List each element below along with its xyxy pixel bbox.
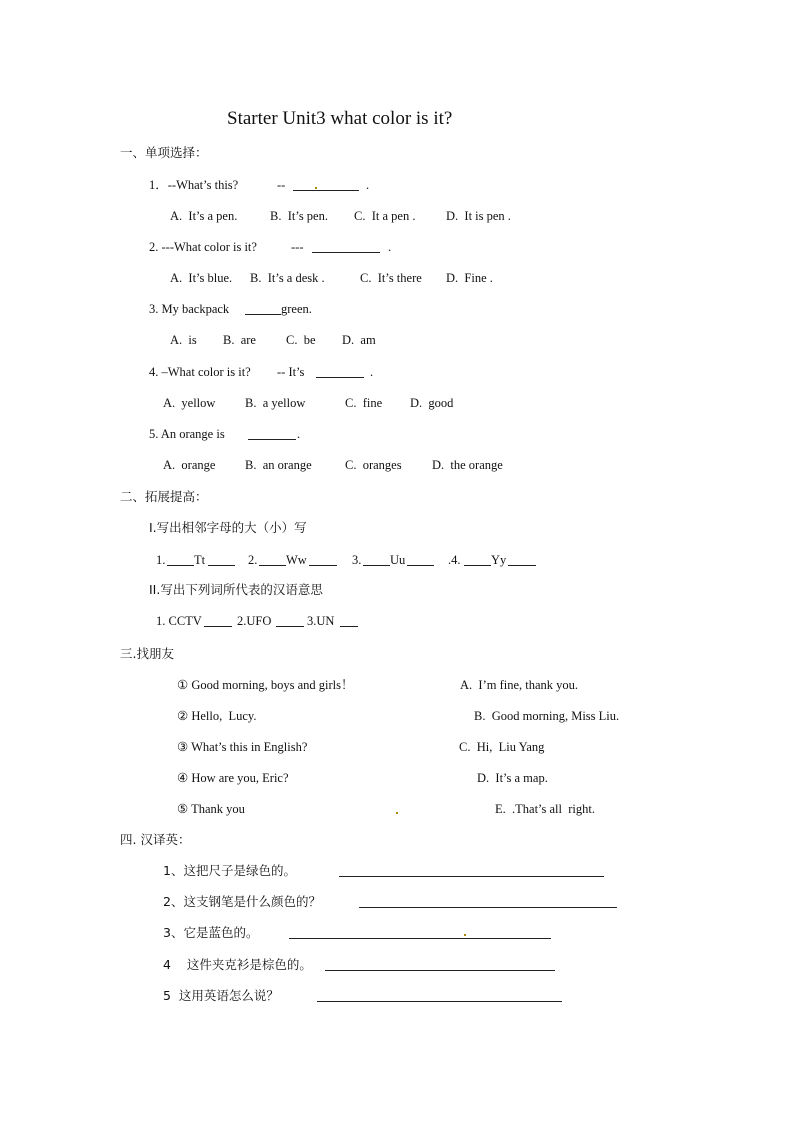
abbr-item: 3.UN <box>307 614 335 628</box>
option-a: A. It’s a pen. <box>170 209 238 223</box>
answer-blank[interactable] <box>276 626 304 627</box>
letter-item: Uu <box>390 553 406 567</box>
question-2-answer-prefix: --- <box>291 240 304 254</box>
answer-blank[interactable] <box>464 565 491 566</box>
question-1-answer-prefix: -- <box>277 178 286 192</box>
option-b: B. It’s a desk . <box>250 271 325 285</box>
letter-item: Yy <box>491 553 507 567</box>
option-a: A. It’s blue. <box>170 271 233 285</box>
answer-blank[interactable] <box>259 565 286 566</box>
answer-blank[interactable] <box>340 626 358 627</box>
question-2-end: . <box>388 240 392 254</box>
abbr-item: 2.UFO <box>237 614 272 628</box>
question-4-after: -- It’s <box>277 365 305 379</box>
section-heading-4: 四. 汉译英： <box>120 832 191 847</box>
letter-item-number: 1. <box>156 553 166 567</box>
question-1-end: . <box>366 178 370 192</box>
translate-item: 3、它是蓝色的。 <box>163 925 259 940</box>
question-4: 4. –What color is it? <box>149 365 251 379</box>
question-5: 5. An orange is <box>149 427 225 441</box>
part-heading-1: I.写出相邻字母的大（小）写 <box>149 520 307 535</box>
answer-blank[interactable] <box>363 565 390 566</box>
letter-item: Ww <box>286 553 307 567</box>
answer-line[interactable] <box>289 938 551 939</box>
translate-item: 5 这用英语怎么说？ <box>163 988 279 1003</box>
letter-item-number: .4. <box>448 553 461 567</box>
option-c: C. fine <box>345 396 383 410</box>
mark-dot <box>396 812 398 814</box>
mark-dot <box>464 934 466 936</box>
option-d: D. good <box>410 396 454 410</box>
answer-blank[interactable] <box>248 439 296 440</box>
match-left-item: ① Good morning, boys and girls！ <box>177 678 354 692</box>
answer-line[interactable] <box>359 907 617 908</box>
question-3: 3. My backpack <box>149 302 233 316</box>
answer-line[interactable] <box>325 970 555 971</box>
question-4-end: . <box>370 365 374 379</box>
option-a: A. yellow <box>163 396 216 410</box>
section-heading-1: 一、单项选择： <box>120 145 208 160</box>
answer-blank[interactable] <box>309 565 337 566</box>
question-5-end: . <box>297 427 301 441</box>
translate-item: 1、这把尺子是绿色的。 <box>163 863 296 878</box>
option-b: B. an orange <box>245 458 312 472</box>
translate-item: 2、这支钢笔是什么颜色的？ <box>163 894 321 909</box>
option-c: C. oranges <box>345 458 402 472</box>
option-a: A. is <box>170 333 197 347</box>
match-right-item: D. It’s a map. <box>477 771 548 785</box>
match-left-item: ⑤ Thank you <box>177 802 245 816</box>
section-heading-2: 二、拓展提高： <box>120 489 208 504</box>
part-heading-2: II.写出下列词所代表的汉语意思 <box>149 582 323 597</box>
match-right-item: B. Good morning, Miss Liu. <box>474 709 620 723</box>
question-1: 1．--What’s this? <box>149 178 239 192</box>
match-left-item: ③ What’s this in English? <box>177 740 308 754</box>
mark-dot <box>315 187 317 189</box>
match-right-item: A. I’m fine, thank you. <box>460 678 579 692</box>
option-b: B. are <box>223 333 256 347</box>
option-a: A. orange <box>163 458 216 472</box>
answer-line[interactable] <box>317 1001 562 1002</box>
letter-item: Tt <box>194 553 206 567</box>
answer-blank[interactable] <box>208 565 235 566</box>
option-d: D. the orange <box>432 458 503 472</box>
translate-item: 4 这件夹克衫是棕色的。 <box>163 957 312 972</box>
option-d: D. It is pen . <box>446 209 511 223</box>
option-d: D. Fine . <box>446 271 493 285</box>
answer-blank[interactable] <box>167 565 194 566</box>
option-b: B. It’s pen. <box>270 209 328 223</box>
answer-blank[interactable] <box>508 565 536 566</box>
answer-blank[interactable] <box>407 565 434 566</box>
abbr-item: 1. CCTV <box>156 614 202 628</box>
match-left-item: ④ How are you, Eric? <box>177 771 289 785</box>
match-right-item: C. Hi, Liu Yang <box>459 740 545 754</box>
answer-blank[interactable] <box>316 377 364 378</box>
letter-item-number: 3. <box>352 553 362 567</box>
option-c: C. It’s there <box>360 271 422 285</box>
answer-blank[interactable] <box>245 314 281 315</box>
question-2: 2. ---What color is it? <box>149 240 257 254</box>
question-3-after: green. <box>281 302 312 316</box>
page-title: Starter Unit3 what color is it? <box>227 108 453 129</box>
option-b: B. a yellow <box>245 396 306 410</box>
letter-item-number: 2. <box>248 553 258 567</box>
option-d: D. am <box>342 333 376 347</box>
answer-line[interactable] <box>339 876 604 877</box>
section-heading-3: 三.找朋友 <box>120 646 174 661</box>
answer-blank[interactable] <box>204 626 232 627</box>
answer-blank[interactable] <box>293 190 359 191</box>
match-right-item: E. .That’s all right. <box>495 802 595 816</box>
match-left-item: ② Hello, Lucy. <box>177 709 257 723</box>
option-c: C. It a pen . <box>354 209 416 223</box>
answer-blank[interactable] <box>312 252 380 253</box>
option-c: C. be <box>286 333 316 347</box>
